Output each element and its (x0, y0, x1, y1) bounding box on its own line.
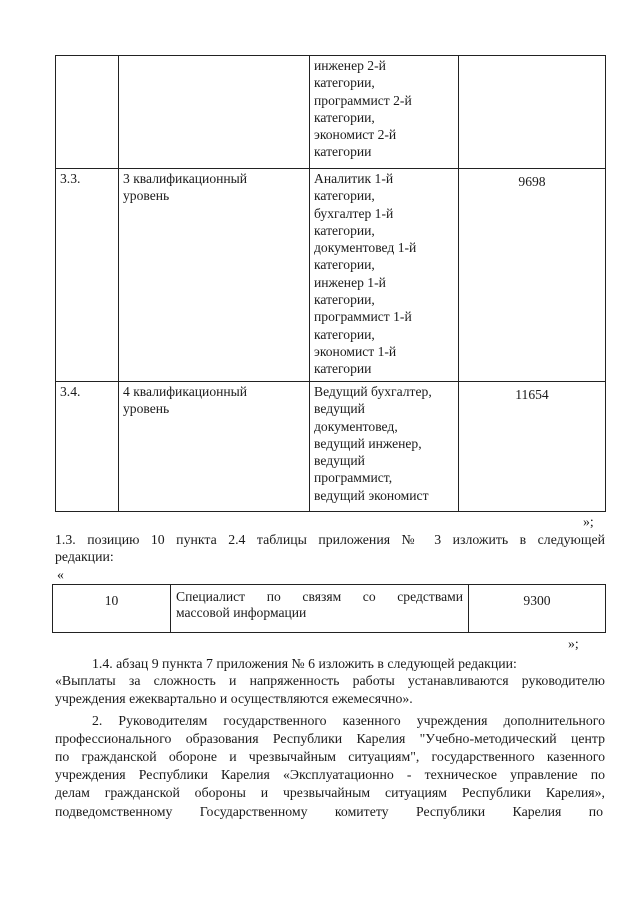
cell-qualification-level (119, 169, 310, 382)
qualification-level-line: уровень (123, 401, 170, 417)
position-line: категории, (314, 222, 375, 238)
position-line: программист 2-й (314, 92, 412, 108)
cell-qualification-level (119, 56, 310, 169)
replacement-salary: 9300 (469, 585, 606, 633)
position-line: ведущий (314, 453, 365, 469)
position-line: категории, (314, 188, 375, 204)
position-line: документовед, (314, 418, 398, 434)
position-line: категории, (314, 257, 375, 273)
table-row (56, 382, 606, 512)
para-1-4-line-2: «Выплаты за сложность и напряженность работы устанавливаются руководителю (55, 673, 605, 688)
qualification-level-line: 4 квалификационный (123, 384, 248, 399)
replacement-table (52, 584, 606, 633)
para-1-3-line-1: 1.3. позицию 10 пункта 2.4 таблицы приложения № 3 изложить в следующей (55, 532, 605, 547)
cell-salary (459, 56, 606, 169)
para-2-line-5: делам гражданской обороны и чрезвычайным ситуациям Республики Карелия», (55, 785, 605, 800)
replacement-position-line-1: Специалист по связям со средствами (176, 589, 463, 604)
position-line: категории, (314, 109, 375, 125)
position-line: категории, (314, 75, 375, 91)
position-line: Ведущий бухгалтер, (314, 384, 432, 399)
position-line: программист 1-й (314, 309, 412, 325)
cell-salary (459, 382, 606, 512)
cell-positions (310, 56, 459, 169)
position-line: инженер 1-й (314, 274, 386, 290)
para-2-line-2: профессионального образования Республики Карелия "Учебно-методический центр (55, 731, 605, 746)
cell-number (56, 382, 119, 512)
table-row (56, 169, 606, 382)
cell-number (56, 169, 119, 382)
position-line: документовед 1-й (314, 240, 417, 256)
position-line: Аналитик 1-й (314, 171, 394, 186)
position-line: бухгалтер 1-й (314, 205, 394, 221)
position-line: ведущий инженер, (314, 435, 422, 451)
cell-salary-text: 9698 (518, 174, 546, 189)
open-quote: « (57, 567, 64, 582)
para-2-line-4: учреждения Республики Карелия «Эксплуатационно - техническое управление по (55, 767, 605, 782)
cell-positions (310, 169, 459, 382)
closing-quote-1: »; (583, 514, 594, 529)
position-line: экономист 1-й (314, 343, 397, 359)
position-line: категории (314, 361, 372, 377)
positions-table-body (56, 56, 606, 512)
cell-number-text: 3.4. (60, 384, 81, 399)
position-line: программист, (314, 470, 393, 486)
closing-quote-2: »; (568, 636, 579, 651)
cell-number-text: 3.3. (60, 171, 81, 186)
positions-table (55, 55, 606, 512)
position-line: ведущий (314, 401, 365, 417)
para-1-3-line-2: редакции: (55, 549, 114, 564)
qualification-level-line: 3 квалификационный (123, 171, 248, 186)
replacement-num: 10 (53, 585, 171, 633)
table-row (56, 56, 606, 169)
para-2-line-1: 2. Руководителям государственного казенного учреждения дополнительного (92, 713, 605, 728)
cell-salary (459, 169, 606, 382)
para-1-4-line-1: 1.4. абзац 9 пункта 7 приложения № 6 изложить в следующей редакции: (92, 656, 517, 671)
position-line: категории, (314, 292, 375, 308)
position-line: ведущий экономист (314, 487, 429, 503)
cell-positions (310, 382, 459, 512)
para-1-4-line-3: учреждения ежеквартально и осуществляются ежемесячно». (55, 691, 413, 706)
replacement-position-line-2: массовой информации (176, 605, 307, 620)
para-2-line-3: по гражданской обороне и чрезвычайным ситуациям", государственного казенного (55, 749, 605, 764)
position-line: категории, (314, 326, 375, 342)
replacement-position (171, 585, 469, 633)
position-line: инженер 2-й (314, 58, 386, 73)
cell-salary-text: 11654 (515, 387, 549, 402)
para-2-line-6: подведомственному Государственному комитету Республики Карелия по (55, 804, 603, 819)
cell-number (56, 56, 119, 169)
cell-qualification-level (119, 382, 310, 512)
position-line: категории (314, 144, 372, 160)
position-line: экономист 2-й (314, 127, 397, 143)
replacement-row (53, 585, 606, 633)
qualification-level-line: уровень (123, 188, 170, 204)
